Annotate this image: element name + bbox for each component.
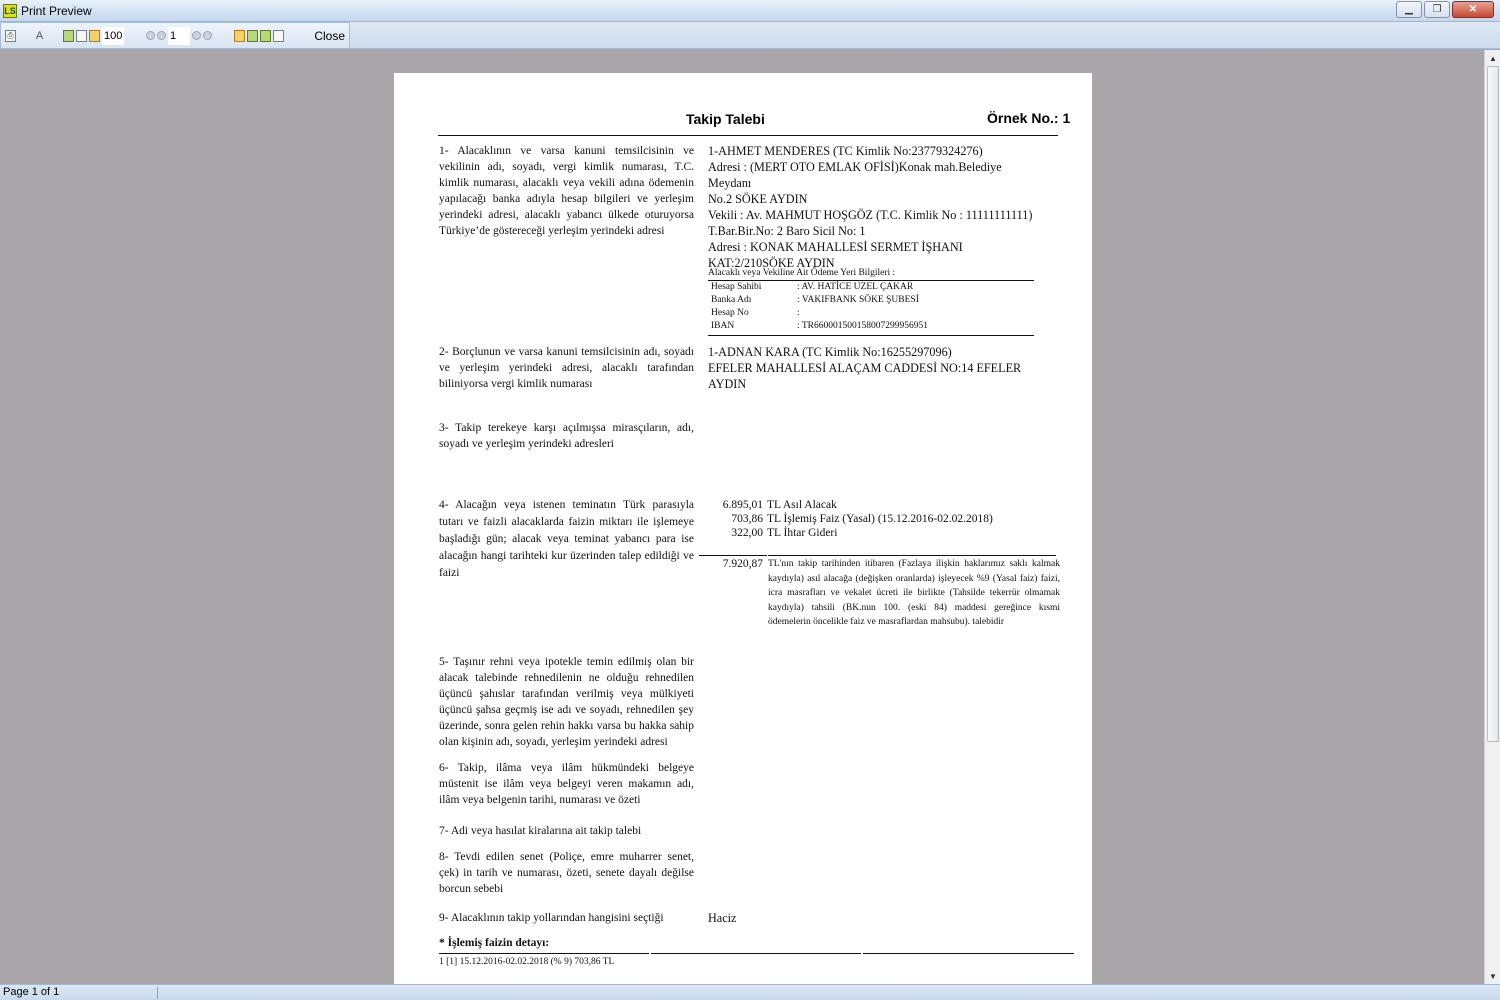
minimize-button[interactable]: ▁ (1396, 1, 1422, 18)
scroll-up-icon[interactable]: ▲ (1489, 53, 1497, 63)
item-3-question: 3- Takip terekeye karşı açılmışsa mirasçıların, adı, soyadı ve yerleşim yerindeki adresleri (439, 422, 694, 450)
document-title: Takip Talebi (686, 111, 765, 127)
answer-line: T.Bar.Bir.No: 2 Baro Sicil No: 1 (708, 224, 866, 238)
detail-rule (439, 953, 649, 954)
bank-key: Hesap No (711, 308, 749, 318)
interest-detail-title: * İşlemiş faizin detayı: (439, 937, 550, 949)
interest-detail-line: 1 [1] 15.12.2016-02.02.2018 (% 9) 703,86 TL (439, 957, 615, 967)
copy-number: Örnek No.: 1 (987, 110, 1071, 126)
title-divider (438, 135, 1058, 136)
total-value: 7.920,87 (722, 558, 763, 570)
total-note: TL'nın takip tarihinden itibaren (Fazlaya ilişkin haklarımız saklı kalmak kaydıyla) asıl alacağa (değişken oranlarda) işleyecek %9 (Yasal faiz) faizi, icra masrafları ve vekalet ücreti ile birlikte (Tahsilde tekerrür olmamak kaydıyla) tahsili (BK.nun 100. (eski 84) maddesi gereğince kısmi ödemelerin öncelikle faiz ve masraflardan mahsubu). talebidir (768, 559, 1060, 627)
item-1-answer (708, 143, 1048, 271)
bank-bottom-rule (708, 335, 1034, 336)
bank-key: Banka Adı (711, 295, 752, 305)
bank-key: Hesap Sahibi (711, 282, 762, 292)
answer-line: KAT:2/210SÖKE AYDIN (708, 256, 835, 270)
print-icon[interactable]: ⎙ (5, 30, 16, 42)
answer-line: EFELER MAHALLESİ ALAÇAM CADDESİ NO:14 EFELER (708, 361, 1022, 375)
bank-row (708, 281, 1034, 294)
scroll-thumb[interactable] (1487, 66, 1499, 742)
bank-info-title: Alacaklı veya Vekiline Ait Ödeme Yeri Bilgileri : (708, 268, 896, 278)
item-2-question: 2- Borçlunun ve varsa kanuni temsilcisinin adı, soyadı ve yerleşim yerindeki adresi, alacaklı tarafından biliniyorsa vergi kimlik numarası (439, 346, 694, 390)
document-page (394, 73, 1092, 984)
total-rule-right (768, 555, 1056, 556)
bank-value: : AV. HATİCE UZEL ÇAKAR (797, 282, 914, 292)
first-page-icon[interactable] (146, 31, 155, 40)
item-5-question: 5- Taşınır rehni veya ipotekle temin edilmiş olan bir alacak talebinde rehnedilenin ne olduğu rehnedilen üçüncü şahıslar tarafından verilmiş veya mülkiyeti üçüncü şahsa geçmiş ise adı ve soyadı, rehnedilen şey üzerinde, sonra gelen rehin hakkı varsa bu hakka sahip olan kişinin adı, soyadı, yerleşim yerindeki adresi (439, 656, 694, 748)
detail-rule (863, 953, 1074, 954)
item-7-question: 7- Adi veya hasılat kiralarına ait takip talebi (439, 825, 642, 837)
amount-label: TL İşlemiş Faiz (Yasal) (15.12.2016-02.02.2018) (767, 513, 993, 525)
zoom-input[interactable]: 100 (102, 27, 124, 45)
one-page-icon[interactable] (234, 30, 245, 42)
answer-line: Adresi : (MERT OTO EMLAK OFİSİ)Konak mah.Belediye Meydanı (708, 160, 1002, 190)
bank-row (708, 320, 1034, 333)
maximize-button[interactable]: ❐ (1424, 1, 1450, 18)
answer-line: Vekili : Av. MAHMUT HOŞGÖZ (T.C. Kimlik No : 11111111111) (708, 208, 1033, 222)
preview-toolbar (0, 22, 350, 49)
bank-value: : VAKIFBANK SÖKE ŞUBESİ (797, 295, 919, 305)
window-title: Print Preview (21, 3, 92, 18)
item-8-question: 8- Tevdi edilen senet (Poliçe, emre muharrer senet, çek) in tarih ve numarası, özeti, senete dayalı değilse borcun sebebi (439, 851, 694, 895)
detail-rule (651, 953, 861, 954)
close-window-button[interactable]: ✕ (1452, 1, 1494, 18)
answer-line: No.2 SÖKE AYDIN (708, 192, 808, 206)
whole-page-icon[interactable] (76, 30, 87, 42)
next-page-icon[interactable] (192, 31, 201, 40)
item-6-question: 6- Takip, ilâma veya ilâm hükmündeki belgeye müstenit ise ilâm veya belgeyi veren makamın adı, ilâm veya belgenin tarihi, numarası ve özeti (439, 762, 694, 806)
title-bar (0, 0, 1500, 22)
answer-line: AYDIN (708, 377, 747, 391)
scroll-down-icon[interactable]: ▼ (1489, 971, 1497, 981)
item-1-question: 1- Alacaklının ve varsa kanuni temsilcisinin ve vekilinin adı, soyadı, vergi kimlik numarası, T.C. kimlik numarası, alacaklı veya vekili adına ödemenin yapılacağı banka adıyla hesap bilgileri ve yerleşim yerindeki adresi, alacaklı yabancı ülkede oturuyorsa Türkiye’de göstereceği yerleşim yerindeki adresi (439, 145, 694, 237)
amount-label: TL Asıl Alacak (767, 499, 837, 511)
page-input[interactable]: 1 (168, 27, 190, 45)
status-separator (157, 987, 158, 999)
close-button[interactable]: Close (314, 28, 345, 43)
page-setup-icon[interactable] (273, 30, 284, 42)
page-status: Page 1 of 1 (3, 986, 60, 998)
item-2-answer (708, 344, 1048, 392)
item-9-answer: Haciz (708, 911, 737, 925)
status-bar (0, 984, 1500, 1000)
last-page-icon[interactable] (203, 31, 212, 40)
page-width-icon[interactable] (63, 30, 74, 42)
answer-line: Adresi : KONAK MAHALLESİ SERMET İŞHANI (708, 240, 963, 254)
toolbar-background (350, 22, 1500, 49)
amount-value: 322,00 (731, 527, 763, 539)
vertical-scrollbar[interactable] (1484, 50, 1500, 984)
window-controls (1396, 1, 1494, 18)
amount-value: 703,86 (731, 513, 763, 525)
zoom-icon[interactable] (89, 30, 100, 42)
two-pages-icon[interactable] (247, 30, 258, 42)
answer-line: 1-ADNAN KARA (TC Kimlik No:16255297096) (708, 345, 952, 359)
font-icon[interactable]: A (35, 29, 44, 42)
bank-value: : (797, 308, 800, 318)
bank-row (708, 294, 1034, 307)
item-4-question: 4- Alacağın veya istenen teminatın Türk parasıyla tutarı ve faizli alacaklarda faizin miktarı ile işlemeye başladığı gün; alacak veya teminat yabancı para ise alacağın hangi tarihteki kur üzerinden talep edildiği ve faizi (439, 499, 694, 579)
bank-row (708, 307, 1034, 320)
app-icon: LS (4, 5, 16, 16)
answer-line: 1-AHMET MENDERES (TC Kimlik No:23779324276) (708, 144, 983, 158)
item-9-question: 9- Alacaklının takip yollarından hangisini seçtiği (439, 912, 664, 924)
bank-key: IBAN (711, 321, 735, 331)
bank-info-block (708, 267, 1034, 336)
bank-value: : TR660001500158007299956951 (797, 321, 928, 331)
amount-value: 6.895,01 (722, 499, 763, 511)
four-pages-icon[interactable] (260, 30, 271, 42)
prev-page-icon[interactable] (157, 31, 166, 40)
amount-label: TL İhtar Gideri (767, 527, 838, 539)
total-rule-left (699, 555, 767, 556)
